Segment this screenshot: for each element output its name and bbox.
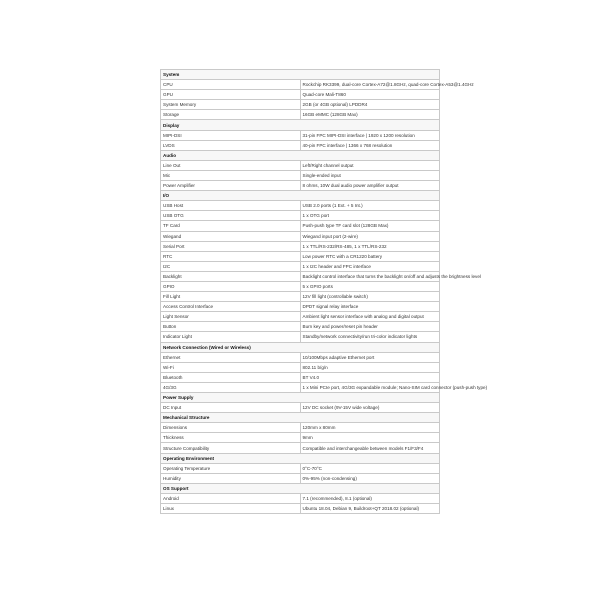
spec-label: RTC (161, 251, 301, 261)
section-title: Audio (161, 150, 440, 160)
spec-label: Button (161, 322, 301, 332)
table-row (161, 110, 440, 120)
table-row (161, 322, 440, 332)
table-row (161, 312, 440, 322)
spec-label: Serial Port (161, 241, 301, 251)
spec-value: 12V fill light (controllable switch) (300, 292, 440, 302)
section-header-row (161, 150, 440, 160)
spec-label: Backlight (161, 271, 301, 281)
table-row (161, 423, 440, 433)
spec-value: Standby/network connectivity/run tri-color indicator lights (300, 332, 440, 342)
table-row (161, 292, 440, 302)
spec-value: 0°C-70°C (300, 463, 440, 473)
spec-value: 5 x GPIO ports (300, 281, 440, 291)
spec-label: Bluetooth (161, 372, 301, 382)
spec-value: Push-push type TF card slot (128GB Max) (300, 221, 440, 231)
spec-label: System Memory (161, 100, 301, 110)
spec-label: CPU (161, 80, 301, 90)
spec-value: 1 x OTG port (300, 211, 440, 221)
table-row (161, 403, 440, 413)
spec-label: MIPI-DSI (161, 130, 301, 140)
table-row (161, 433, 440, 443)
spec-label: Humidity (161, 473, 301, 483)
spec-value: 10/100Mbps adaptive Ethernet port (300, 352, 440, 362)
table-row (161, 80, 440, 90)
section-title: I/O (161, 191, 440, 201)
section-header-row (161, 413, 440, 423)
section-title: Power Supply (161, 393, 440, 403)
spec-value: 802.11 b/g/n (300, 362, 440, 372)
spec-value: BT V4.0 (300, 372, 440, 382)
table-row (161, 130, 440, 140)
spec-value: 40-pin FPC interface | 1366 x 768 resolution (300, 140, 440, 150)
spec-label: 4G/3G (161, 382, 301, 392)
spec-value: 9mm (300, 433, 440, 443)
table-row (161, 160, 440, 170)
spec-label: Android (161, 493, 301, 503)
spec-label: DC Input (161, 403, 301, 413)
spec-label: GPU (161, 90, 301, 100)
spec-table (160, 69, 488, 514)
spec-value: 1 x TTL/RS-232/RS-485, 1 x TTL/RS-232 (300, 241, 440, 251)
table-row (161, 261, 440, 271)
spec-value: Rockchip RK3399, dual-core Cortex-A72@1.8GHz, quad-core Cortex-A53@1.4GHz (300, 80, 440, 90)
section-header-row (161, 342, 440, 352)
table-row (161, 100, 440, 110)
spec-value: USB 2.0 ports (1 Ext. + 5 Int.) (300, 201, 440, 211)
table-row (161, 443, 440, 453)
section-header-row (161, 70, 440, 80)
spec-value: Backlight control interface that turns the backlight on/off and adjusts the brightness level (300, 271, 440, 281)
table-row (161, 332, 440, 342)
table-row (161, 473, 440, 483)
section-header-row (161, 191, 440, 201)
table-row (161, 281, 440, 291)
spec-table-body (161, 70, 488, 514)
table-row (161, 504, 440, 514)
spec-value: Quad-core Mali-T860 (300, 90, 440, 100)
spec-label: Fill Light (161, 292, 301, 302)
spec-label: Indicator Light (161, 332, 301, 342)
spec-value: 12V DC socket (9V-15V wide voltage) (300, 403, 440, 413)
spec-label: Thickness (161, 433, 301, 443)
spec-value: Ambient light sensor interface with analog and digital output (300, 312, 440, 322)
spec-label: USB Host (161, 201, 301, 211)
spec-value: 2GB (or 4GB optional) LPDDR4 (300, 100, 440, 110)
table-row (161, 170, 440, 180)
table-row (161, 382, 440, 392)
section-title: Network Connection (Wired or Wireless) (161, 342, 440, 352)
table-row (161, 241, 440, 251)
table-row (161, 140, 440, 150)
spec-value: DPDT signal relay interface (300, 302, 440, 312)
spec-label: TF Card (161, 221, 301, 231)
spec-value: 16GB eMMC (128GB Max) (300, 110, 440, 120)
spec-value: Wiegand input port (2-wire) (300, 231, 440, 241)
spec-label: Line Out (161, 160, 301, 170)
spec-value: Single-ended input (300, 170, 440, 180)
spec-value: 31-pin FPC MIPI-DSI interface | 1920 x 1200 resolution (300, 130, 440, 140)
spec-value: Compatible and interchangeable between models F1/F3/F4 (300, 443, 440, 453)
table-row (161, 90, 440, 100)
section-header-row (161, 120, 440, 130)
section-header-row (161, 483, 440, 493)
section-header-row (161, 453, 440, 463)
table-row (161, 493, 440, 503)
spec-label: LVDS (161, 140, 301, 150)
table-row (161, 221, 440, 231)
spec-label: USB OTG (161, 211, 301, 221)
spec-label: Light Sensor (161, 312, 301, 322)
table-row (161, 201, 440, 211)
spec-value: Low power RTC with a CR1220 battery (300, 251, 440, 261)
section-title: Operating Environment (161, 453, 440, 463)
spec-label: Wiegand (161, 231, 301, 241)
section-header-row (161, 393, 440, 403)
table-row (161, 181, 440, 191)
spec-label: Ethernet (161, 352, 301, 362)
table-row (161, 231, 440, 241)
spec-value: 0%-95% (non-condensing) (300, 473, 440, 483)
section-title: OS Support (161, 483, 440, 493)
spec-label: Linux (161, 504, 301, 514)
spec-label: Access Control Interface (161, 302, 301, 312)
spec-label: Mic (161, 170, 301, 180)
spec-value: Left/Right channel output (300, 160, 440, 170)
spec-value: 1 x I2C header and FPC interface (300, 261, 440, 271)
spec-label: I2C (161, 261, 301, 271)
table-row (161, 271, 440, 281)
spec-label: Wi-Fi (161, 362, 301, 372)
spec-label: Structure Compatibility (161, 443, 301, 453)
spec-value: 8 ohms, 10W dual audio power amplifier output (300, 181, 440, 191)
spec-value: Ubuntu 18.04, Debian 9, Buildroot+QT 2018.02 (optional) (300, 504, 440, 514)
table-row (161, 251, 440, 261)
spec-label: Power Amplifier (161, 181, 301, 191)
table-row (161, 211, 440, 221)
table-row (161, 463, 440, 473)
table-row (161, 362, 440, 372)
section-title: Display (161, 120, 440, 130)
spec-value: 120mm x 80mm (300, 423, 440, 433)
spec-label: Dimensions (161, 423, 301, 433)
table-row (161, 372, 440, 382)
spec-label: Storage (161, 110, 301, 120)
table-row (161, 302, 440, 312)
table-row (161, 352, 440, 362)
spec-value: 7.1 (recommended), 8.1 (optional) (300, 493, 440, 503)
section-title: Mechanical Structure (161, 413, 440, 423)
spec-value: Burn key and power/reset pin header (300, 322, 440, 332)
section-title: System (161, 70, 440, 80)
spec-label: GPIO (161, 281, 301, 291)
spec-value: 1 x Mini PCIe port, 4G/3G expandable module; Nano-SIM card connector (push-push type) (300, 382, 440, 392)
spec-label: Operating Temperature (161, 463, 301, 473)
